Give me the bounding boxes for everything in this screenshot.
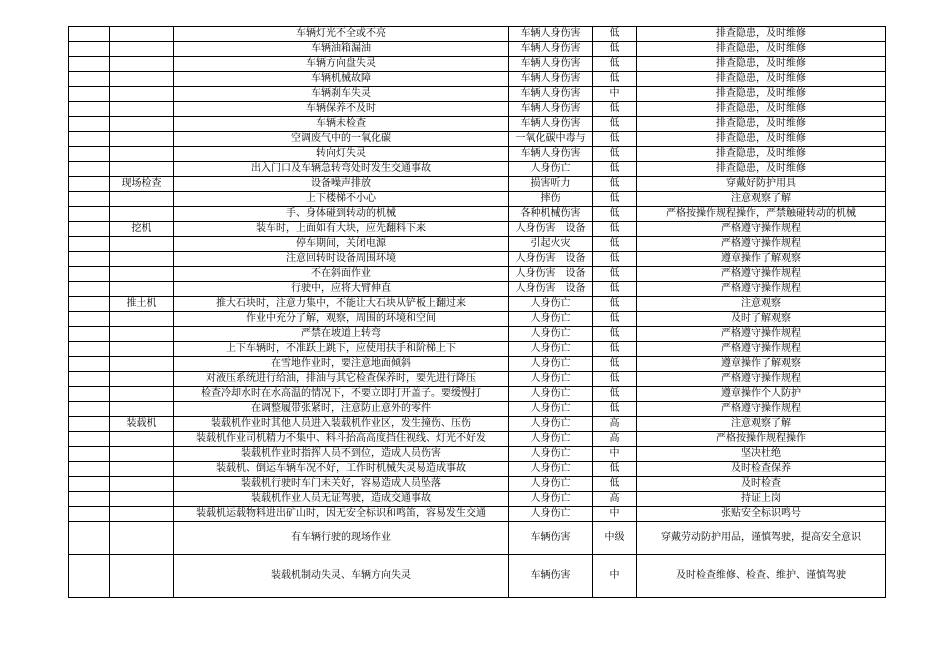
category-cell: [110, 27, 174, 42]
table-row: [69, 507, 886, 522]
risk-level-cell: 低: [593, 162, 637, 177]
risk-level-cell: 高: [593, 492, 637, 507]
category-cell: [110, 462, 174, 477]
control-measure-cell: 严格遵守操作规程: [637, 342, 886, 357]
category-cell: [110, 252, 174, 267]
table-row: [69, 222, 886, 237]
num-cell: [69, 42, 110, 57]
risk-level-cell: 低: [593, 282, 637, 297]
control-measure-cell: 穿戴劳动防护用品，谨慎驾驶，提高安全意识: [637, 522, 886, 555]
table-row: [69, 342, 886, 357]
harm-cell: 人身伤害 设备: [509, 267, 593, 282]
risk-level-cell: 中级: [593, 522, 637, 555]
risk-level-cell: 低: [593, 177, 637, 192]
harm-cell: 车辆人身伤害: [509, 27, 593, 42]
control-measure-cell: 穿戴好防护用具: [637, 177, 886, 192]
harm-cell: 人身伤亡: [509, 342, 593, 357]
risk-level-cell: 低: [593, 132, 637, 147]
category-cell: [110, 312, 174, 327]
control-measure-cell: 排查隐患，及时维修: [637, 162, 886, 177]
risk-level-cell: 低: [593, 402, 637, 417]
table-row: [69, 252, 886, 267]
num-cell: [69, 462, 110, 477]
category-cell: [110, 492, 174, 507]
num-cell: [69, 207, 110, 222]
hazard-item-cell: 注意回转时设备周围环境: [174, 252, 509, 267]
hazard-item-cell: 检查冷却水时在水高温的情况下，不要立即打开盖子。要缓慢打: [174, 387, 509, 402]
category-cell: [110, 207, 174, 222]
harm-cell: 人身伤亡: [509, 162, 593, 177]
category-cell: [110, 117, 174, 132]
table-row: [69, 555, 886, 598]
table-row: [69, 372, 886, 387]
num-cell: [69, 162, 110, 177]
control-measure-cell: 及时检查: [637, 477, 886, 492]
hazard-item-cell: 装车时，上面如有大块，应先翻料下来: [174, 222, 509, 237]
control-measure-cell: 严格遵守操作规程: [637, 327, 886, 342]
risk-level-cell: 低: [593, 27, 637, 42]
control-measure-cell: 严格遵守操作规程: [637, 267, 886, 282]
control-measure-cell: 严格遵守操作规程: [637, 237, 886, 252]
num-cell: [69, 492, 110, 507]
hazard-item-cell: 装载机作业时其他人员进入装载机作业区，发生撞伤、压伤: [174, 417, 509, 432]
num-cell: [69, 192, 110, 207]
control-measure-cell: 遵章操作个人防护: [637, 387, 886, 402]
risk-level-cell: 中: [593, 555, 637, 598]
table-row: [69, 72, 886, 87]
hazard-item-cell: 上下楼梯不小心: [174, 192, 509, 207]
risk-level-cell: 高: [593, 432, 637, 447]
harm-cell: 损害听力: [509, 177, 593, 192]
risk-level-cell: 低: [593, 42, 637, 57]
category-cell: [110, 87, 174, 102]
risk-level-cell: 中: [593, 447, 637, 462]
num-cell: [69, 72, 110, 87]
table-row: [69, 207, 886, 222]
harm-cell: 人身伤亡: [509, 417, 593, 432]
category-cell: [110, 327, 174, 342]
control-measure-cell: 排查隐患，及时维修: [637, 42, 886, 57]
table-row: [69, 57, 886, 72]
control-measure-cell: 及时了解观察: [637, 312, 886, 327]
risk-level-cell: 中: [593, 507, 637, 522]
harm-cell: 车辆人身伤害: [509, 102, 593, 117]
num-cell: [69, 27, 110, 42]
control-measure-cell: 排查隐患，及时维修: [637, 72, 886, 87]
num-cell: [69, 357, 110, 372]
table-row: [69, 117, 886, 132]
category-cell: [110, 42, 174, 57]
control-measure-cell: 排查隐患，及时维修: [637, 117, 886, 132]
num-cell: [69, 282, 110, 297]
control-measure-cell: 遵章操作了解观察: [637, 357, 886, 372]
control-measure-cell: 及时检查维修、检查、维护、谨慎驾驶: [637, 555, 886, 598]
num-cell: [69, 477, 110, 492]
harm-cell: 人身伤害 设备: [509, 282, 593, 297]
table-row: [69, 417, 886, 432]
control-measure-cell: 排查隐患，及时维修: [637, 57, 886, 72]
table-row: [69, 462, 886, 477]
num-cell: [69, 507, 110, 522]
harm-cell: 人身伤亡: [509, 462, 593, 477]
control-measure-cell: 排查隐患，及时维修: [637, 27, 886, 42]
risk-table: [68, 26, 886, 598]
hazard-item-cell: 车辆刹车失灵: [174, 87, 509, 102]
hazard-item-cell: 作业中充分了解，观察，周围的环境和空间: [174, 312, 509, 327]
harm-cell: 人身伤亡: [509, 447, 593, 462]
table-row: [69, 312, 886, 327]
table-row: [69, 132, 886, 147]
hazard-item-cell: 车辆机械故障: [174, 72, 509, 87]
harm-cell: 一氧化碳中毒与: [509, 132, 593, 147]
control-measure-cell: 排查隐患，及时维修: [637, 87, 886, 102]
risk-table-body: [69, 27, 886, 598]
category-cell: [110, 147, 174, 162]
num-cell: [69, 402, 110, 417]
table-row: [69, 192, 886, 207]
category-cell: [110, 267, 174, 282]
control-measure-cell: 排查隐患，及时维修: [637, 147, 886, 162]
risk-level-cell: 低: [593, 327, 637, 342]
table-row: [69, 327, 886, 342]
category-cell: [110, 357, 174, 372]
table-row: [69, 432, 886, 447]
hazard-item-cell: 装载机行驶时车门未关好，容易造成人员坠落: [174, 477, 509, 492]
category-cell: [110, 162, 174, 177]
num-cell: [69, 447, 110, 462]
hazard-item-cell: 空调废气中的一氧化碳: [174, 132, 509, 147]
category-cell: [110, 72, 174, 87]
num-cell: [69, 342, 110, 357]
category-cell: [110, 477, 174, 492]
control-measure-cell: 持证上岗: [637, 492, 886, 507]
num-cell: [69, 252, 110, 267]
hazard-item-cell: 车辆油箱漏油: [174, 42, 509, 57]
category-cell: [110, 282, 174, 297]
num-cell: [69, 132, 110, 147]
table-row: [69, 162, 886, 177]
risk-level-cell: 低: [593, 297, 637, 312]
table-row: [69, 477, 886, 492]
harm-cell: 车辆伤害: [509, 555, 593, 598]
num-cell: [69, 87, 110, 102]
num-cell: [69, 312, 110, 327]
category-cell: [110, 342, 174, 357]
category-cell: [110, 507, 174, 522]
category-cell: [110, 555, 174, 598]
harm-cell: 人身伤亡: [509, 402, 593, 417]
num-cell: [69, 102, 110, 117]
control-measure-cell: 严格按操作规程操作，严禁触碰转动的机械: [637, 207, 886, 222]
num-cell: [69, 555, 110, 598]
category-cell: [110, 432, 174, 447]
harm-cell: 车辆人身伤害: [509, 147, 593, 162]
risk-level-cell: 高: [593, 417, 637, 432]
category-cell: [110, 57, 174, 72]
table-row: [69, 87, 886, 102]
control-measure-cell: 严格遵守操作规程: [637, 372, 886, 387]
control-measure-cell: 严格遵守操作规程: [637, 402, 886, 417]
category-cell: [110, 372, 174, 387]
control-measure-cell: 张贴安全标识鸣号: [637, 507, 886, 522]
harm-cell: 车辆人身伤害: [509, 72, 593, 87]
num-cell: [69, 177, 110, 192]
table-row: [69, 147, 886, 162]
risk-level-cell: 低: [593, 237, 637, 252]
hazard-item-cell: 车辆方向盘失灵: [174, 57, 509, 72]
num-cell: [69, 522, 110, 555]
harm-cell: 人身伤亡: [509, 372, 593, 387]
category-cell: 现场检查: [110, 177, 174, 192]
risk-level-cell: 低: [593, 207, 637, 222]
table-row: [69, 267, 886, 282]
num-cell: [69, 267, 110, 282]
category-cell: [110, 387, 174, 402]
risk-level-cell: 低: [593, 357, 637, 372]
control-measure-cell: 及时检查保养: [637, 462, 886, 477]
hazard-item-cell: 推大石块时，注意力集中，不能让大石块从铲板上翻过来: [174, 297, 509, 312]
num-cell: [69, 387, 110, 402]
num-cell: [69, 57, 110, 72]
table-row: [69, 447, 886, 462]
num-cell: [69, 327, 110, 342]
control-measure-cell: 严格遵守操作规程: [637, 222, 886, 237]
control-measure-cell: 注意观察了解: [637, 417, 886, 432]
risk-level-cell: 低: [593, 222, 637, 237]
num-cell: [69, 222, 110, 237]
category-cell: [110, 447, 174, 462]
hazard-item-cell: 严禁在坡道上转弯: [174, 327, 509, 342]
harm-cell: 人身伤亡: [509, 297, 593, 312]
num-cell: [69, 372, 110, 387]
category-cell: [110, 522, 174, 555]
category-cell: [110, 132, 174, 147]
num-cell: [69, 432, 110, 447]
harm-cell: 车辆人身伤害: [509, 42, 593, 57]
hazard-item-cell: 装载机作业司机精力不集中、料斗抬高高度挡住视线、灯光不好发: [174, 432, 509, 447]
hazard-item-cell: 车辆灯光不全或不亮: [174, 27, 509, 42]
harm-cell: 人身伤亡: [509, 327, 593, 342]
category-cell: [110, 237, 174, 252]
hazard-item-cell: 行驶中，应将大臂伸直: [174, 282, 509, 297]
num-cell: [69, 297, 110, 312]
table-row: [69, 297, 886, 312]
hazard-item-cell: 车辆未检查: [174, 117, 509, 132]
harm-cell: 人身伤亡: [509, 492, 593, 507]
table-row: [69, 42, 886, 57]
harm-cell: 引起火灾: [509, 237, 593, 252]
category-cell: [110, 402, 174, 417]
risk-assessment-sheet: [68, 26, 886, 598]
hazard-item-cell: 装载机制动失灵、车辆方向失灵: [174, 555, 509, 598]
hazard-item-cell: 有车辆行驶的现场作业: [174, 522, 509, 555]
risk-level-cell: 低: [593, 372, 637, 387]
control-measure-cell: 坚决杜绝: [637, 447, 886, 462]
harm-cell: 人身伤亡: [509, 357, 593, 372]
harm-cell: 人身伤害 设备: [509, 222, 593, 237]
harm-cell: 人身伤亡: [509, 477, 593, 492]
hazard-item-cell: 装载机、倒运车辆车况不好，工作时机械失灵易造成事故: [174, 462, 509, 477]
table-row: [69, 282, 886, 297]
control-measure-cell: 遵章操作了解观察: [637, 252, 886, 267]
control-measure-cell: 注意观察: [637, 297, 886, 312]
risk-level-cell: 低: [593, 477, 637, 492]
hazard-item-cell: 在雪地作业时，要注意地面倾斜: [174, 357, 509, 372]
hazard-item-cell: 手、身体碰到转动的机械: [174, 207, 509, 222]
table-row: [69, 492, 886, 507]
category-cell: [110, 102, 174, 117]
table-row: [69, 177, 886, 192]
category-cell: 推土机: [110, 297, 174, 312]
category-cell: [110, 192, 174, 207]
harm-cell: 车辆人身伤害: [509, 57, 593, 72]
hazard-item-cell: 出入门口及车辆急转弯处时发生交通事故: [174, 162, 509, 177]
control-measure-cell: 严格遵守操作规程: [637, 282, 886, 297]
hazard-item-cell: 转向灯失灵: [174, 147, 509, 162]
control-measure-cell: 排查隐患，及时维修: [637, 102, 886, 117]
harm-cell: 人身伤亡: [509, 387, 593, 402]
category-cell: 装载机: [110, 417, 174, 432]
hazard-item-cell: 上下车辆时，不准跃上跳下，应使用扶手和阶梯上下: [174, 342, 509, 357]
table-row: [69, 522, 886, 555]
risk-level-cell: 低: [593, 147, 637, 162]
table-row: [69, 357, 886, 372]
num-cell: [69, 117, 110, 132]
control-measure-cell: 严格按操作规程操作: [637, 432, 886, 447]
harm-cell: 车辆人身伤害: [509, 117, 593, 132]
harm-cell: 人身伤亡: [509, 507, 593, 522]
risk-level-cell: 低: [593, 342, 637, 357]
risk-level-cell: 低: [593, 57, 637, 72]
hazard-item-cell: 设备噪声排放: [174, 177, 509, 192]
risk-level-cell: 低: [593, 312, 637, 327]
table-row: [69, 27, 886, 42]
hazard-item-cell: 车辆保养不及时: [174, 102, 509, 117]
risk-level-cell: 低: [593, 387, 637, 402]
risk-level-cell: 低: [593, 267, 637, 282]
hazard-item-cell: 装载机作业时指挥人员不到位，造成人员伤害: [174, 447, 509, 462]
harm-cell: 人身伤害 设备: [509, 252, 593, 267]
harm-cell: 车辆人身伤害: [509, 87, 593, 102]
hazard-item-cell: 对液压系统进行给油，排油与其它检查保养时，要先进行降压: [174, 372, 509, 387]
harm-cell: 人身伤亡: [509, 312, 593, 327]
hazard-item-cell: 装载机作业人员无证驾驶，造成交通事故: [174, 492, 509, 507]
harm-cell: 摔伤: [509, 192, 593, 207]
risk-level-cell: 低: [593, 462, 637, 477]
risk-level-cell: 低: [593, 252, 637, 267]
control-measure-cell: 注意观察了解: [637, 192, 886, 207]
hazard-item-cell: 在调整履带张紧时，注意防止意外的零件: [174, 402, 509, 417]
harm-cell: 车辆伤害: [509, 522, 593, 555]
risk-level-cell: 低: [593, 72, 637, 87]
risk-level-cell: 低: [593, 102, 637, 117]
num-cell: [69, 417, 110, 432]
risk-level-cell: 低: [593, 192, 637, 207]
table-row: [69, 402, 886, 417]
hazard-item-cell: 不在斜面作业: [174, 267, 509, 282]
harm-cell: 各种机械伤害: [509, 207, 593, 222]
hazard-item-cell: 停车期间，关闭电源: [174, 237, 509, 252]
risk-level-cell: 中: [593, 87, 637, 102]
table-row: [69, 387, 886, 402]
control-measure-cell: 排查隐患，及时维修: [637, 132, 886, 147]
harm-cell: 人身伤亡: [509, 432, 593, 447]
hazard-item-cell: 装载机运载物料进出矿山时，因无安全标识和鸣笛，容易发生交通: [174, 507, 509, 522]
category-cell: 挖机: [110, 222, 174, 237]
num-cell: [69, 237, 110, 252]
risk-level-cell: 低: [593, 117, 637, 132]
table-row: [69, 102, 886, 117]
table-row: [69, 237, 886, 252]
num-cell: [69, 147, 110, 162]
